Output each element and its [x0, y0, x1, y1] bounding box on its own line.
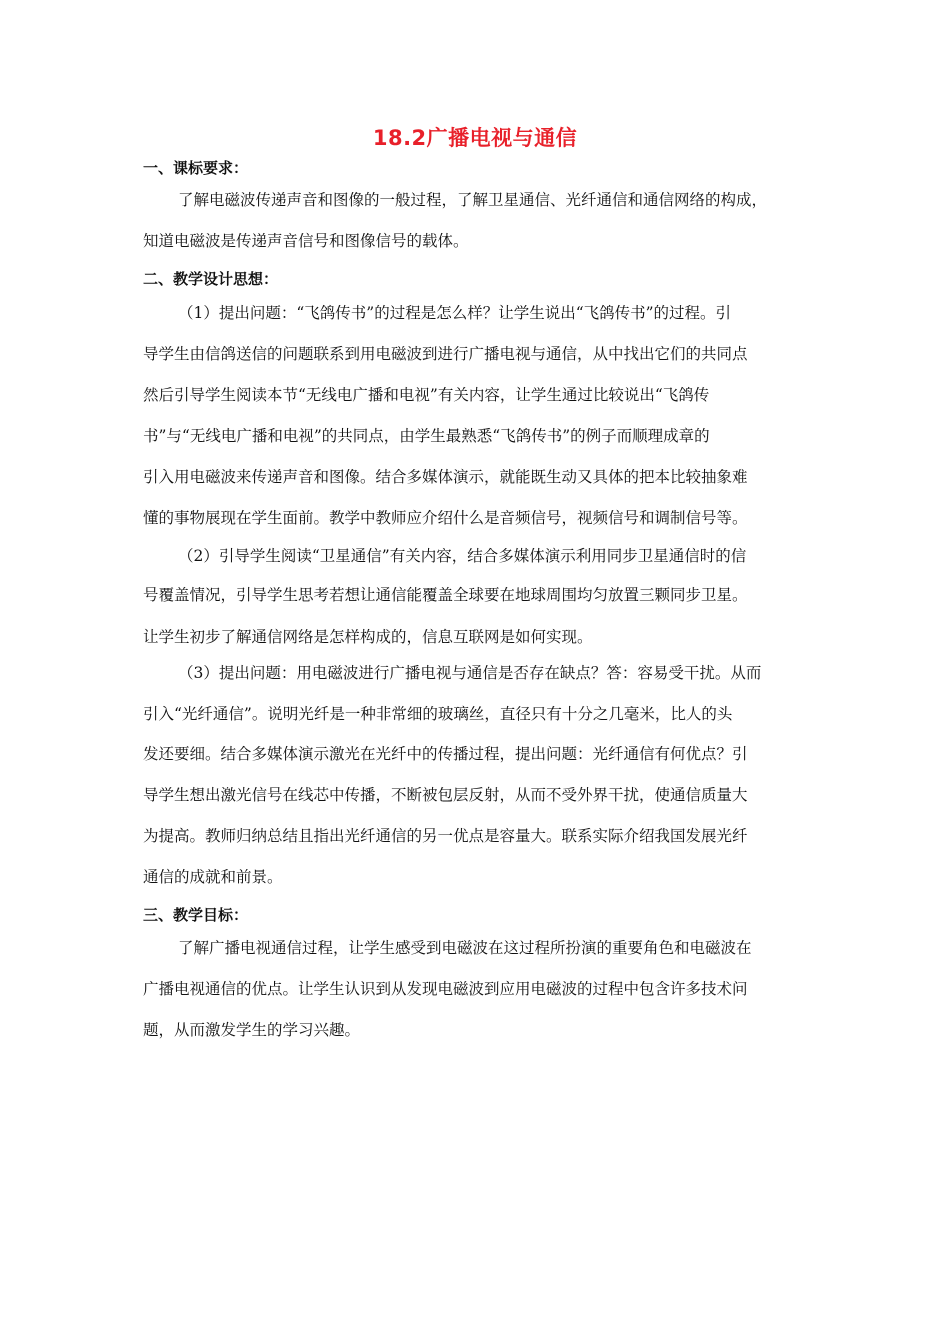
paragraph-line: 导学生由信鸽送信的问题联系到用电磁波到进行广播电视与通信，从中找出它们的共同点 — [143, 345, 748, 363]
paragraph-line: 让学生初步了解通信网络是怎样构成的，信息互联网是如何实现。 — [143, 628, 593, 646]
paragraph-line: 了解电磁波传递声音和图像的一般过程，了解卫星通信、光纤通信和通信网络的构成， — [178, 191, 768, 209]
paragraph-line: 发还要细。结合多媒体演示激光在光纤中的传播过程，提出问题：光纤通信有何优点？引 — [143, 745, 748, 763]
paragraph-line: 通信的成就和前景。 — [143, 868, 283, 886]
paragraph-line: 题，从而激发学生的学习兴趣。 — [143, 1021, 361, 1039]
paragraph-line: 导学生想出激光信号在线芯中传播，不断被包层反射，从而不受外界干扰，使通信质量大 — [143, 786, 748, 804]
paragraph-line: （1）提出问题：“飞鸽传书”的过程是怎么样？让学生说出“飞鸽传书”的过程。引 — [178, 304, 732, 322]
paragraph-line: 了解广播电视通信过程，让学生感受到电磁波在这过程所扮演的重要角色和电磁波在 — [178, 939, 752, 957]
section-heading-design: 二、教学设计思想： — [143, 270, 279, 288]
paragraph-line: 号覆盖情况，引导学生思考若想让通信能覆盖全球要在地球周围均匀放置三颗同步卫星。 — [143, 586, 748, 604]
section-heading-objectives: 三、教学目标： — [143, 906, 249, 924]
paragraph-line: 广播电视通信的优点。让学生认识到从发现电磁波到应用电磁波的过程中包含许多技术问 — [143, 980, 748, 998]
section-heading-curriculum: 一、课标要求： — [143, 159, 249, 177]
paragraph-line: 为提高。教师归纳总结且指出光纤通信的另一优点是容量大。联系实际介绍我国发展光纤 — [143, 827, 748, 845]
paragraph-line: 知道电磁波是传递声音信号和图像信号的载体。 — [143, 232, 469, 250]
paragraph-line: 懂的事物展现在学生面前。教学中教师应介绍什么是音频信号，视频信号和调制信号等。 — [143, 509, 748, 527]
paragraph-line: 然后引导学生阅读本节“无线电广播和电视”有关内容，让学生通过比较说出“飞鸽传 — [143, 386, 710, 404]
page-title: 18.2广播电视与通信 — [372, 126, 578, 150]
paragraph-line: 引入“光纤通信”。说明光纤是一种非常细的玻璃丝，直径只有十分之几毫米，比人的头 — [143, 705, 733, 723]
paragraph-line: （2）引导学生阅读“卫星通信”有关内容，结合多媒体演示利用同步卫星通信时的信 — [178, 547, 747, 565]
paragraph-line: （3）提出问题：用电磁波进行广播电视与通信是否存在缺点？答：容易受干扰。从而 — [178, 664, 762, 682]
paragraph-line: 引入用电磁波来传递声音和图像。结合多媒体演示，就能既生动又具体的把本比较抽象难 — [143, 468, 748, 486]
paragraph-line: 书”与“无线电广播和电视”的共同点，由学生最熟悉“飞鸽传书”的例子而顺理成章的 — [143, 427, 710, 445]
